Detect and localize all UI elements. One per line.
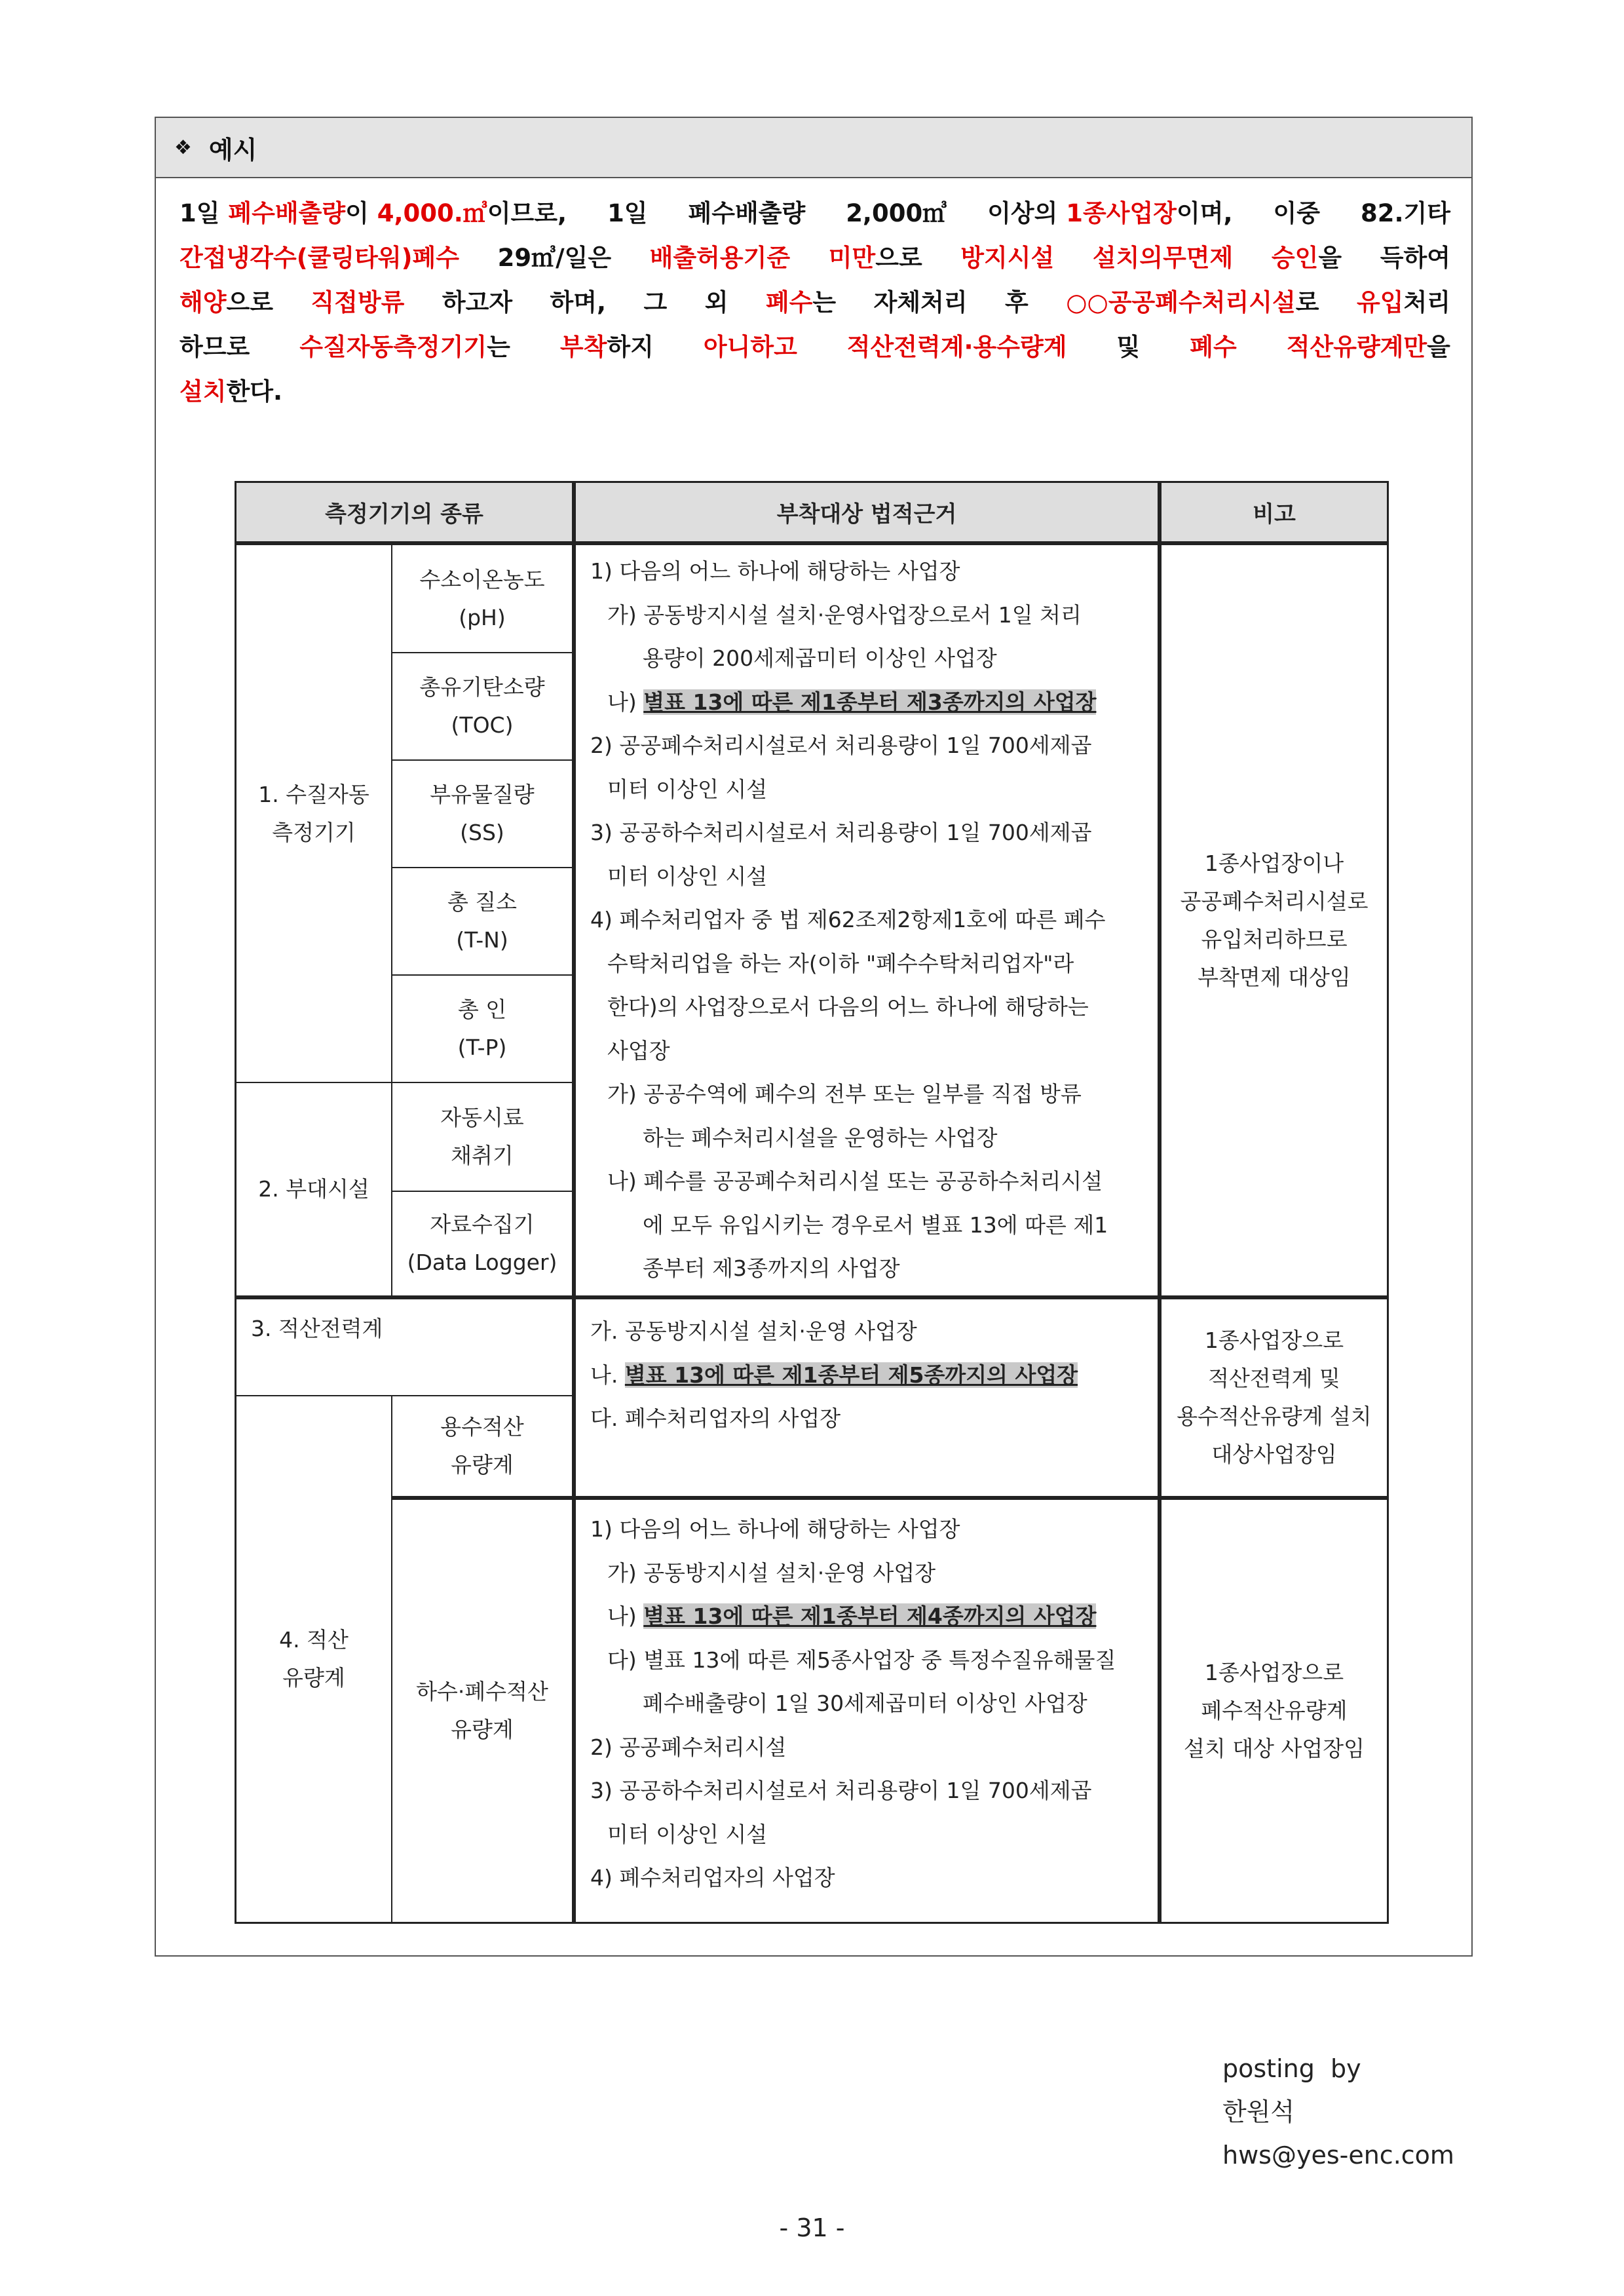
text-segment: 을 <box>1318 244 1342 272</box>
col-divider-1 <box>572 483 576 1922</box>
basis-text: 다) 별표 13에 따른 제5종사업장 중 특정수질유해물질 <box>607 1647 1116 1673</box>
text-segment: 는 <box>487 333 510 361</box>
header-device-type: 측정기기의 종류 <box>236 483 572 541</box>
highlighted-term: 폐수 <box>1190 333 1237 361</box>
paragraph-word <box>607 191 648 236</box>
basis-line <box>590 724 1154 768</box>
example-header <box>156 118 1471 178</box>
basis-text: 한다)의 사업장으로서 다음의 어느 하나에 해당하는 <box>607 994 1089 1020</box>
paragraph-word <box>987 191 1232 236</box>
paragraph-word <box>311 280 404 325</box>
highlighted-term: 아니하고 <box>703 333 797 361</box>
basis-text: 용량이 200세제곱미터 이상인 사업장 <box>643 645 997 671</box>
basis-text: 1) 다음의 어느 하나에 해당하는 사업장 <box>590 1516 960 1542</box>
item-sewage-flow-meter: 하수·폐수적산 유량계 <box>416 1679 548 1742</box>
basis-text: 가) 공공수역에 폐수의 전부 또는 일부를 직접 방류 <box>607 1081 1082 1107</box>
legal-basis-power <box>590 1310 1154 1441</box>
highlighted-term: 설치 <box>179 377 227 406</box>
highlighted-term: 부착 <box>559 333 607 361</box>
paragraph-word <box>1287 325 1450 370</box>
basis-line <box>590 1508 1154 1552</box>
author-name: 한원석 <box>1222 2097 1295 2126</box>
text-segment: 로 <box>1295 288 1319 316</box>
category-auxiliary: 2. 부대시설 <box>258 1176 369 1202</box>
item-toc: 총유기탄소량 (TOC) <box>419 674 545 738</box>
item-tn: 총 질소 (T-N) <box>447 889 518 953</box>
paragraph-word <box>498 236 612 280</box>
text-segment: 하므로 <box>179 333 250 361</box>
basis-highlight: 별표 13에 따른 제1종부터 제5종까지의 사업장 <box>624 1362 1078 1388</box>
highlighted-term: 설치의무면제 <box>1092 244 1234 272</box>
paragraph-line <box>179 280 1450 325</box>
highlighted-term: 4,000.㎥ <box>377 199 487 227</box>
paragraph-word <box>1005 280 1029 325</box>
basis-line <box>590 1117 1154 1160</box>
text-segment: 는 <box>812 288 837 316</box>
item-data-logger: 자료수집기 (Data Logger) <box>407 1212 557 1275</box>
text-segment: 하고자 <box>442 288 513 316</box>
basis-line <box>590 1856 1154 1900</box>
basis-line <box>590 1595 1154 1639</box>
text-segment: 한다. <box>226 377 283 406</box>
basis-text: 나) <box>607 1603 644 1629</box>
text-segment: 82.기타 <box>1360 199 1450 227</box>
paragraph-word <box>1357 280 1450 325</box>
basis-line <box>590 1726 1154 1770</box>
paragraph-word <box>560 325 654 370</box>
highlighted-term: 폐수 <box>765 288 813 316</box>
highlighted-term: 승인 <box>1271 244 1319 272</box>
basis-text: 다. 폐수처리업자의 사업장 <box>590 1406 841 1431</box>
paragraph-word <box>1272 236 1342 280</box>
paragraph-word <box>874 280 968 325</box>
basis-text: 미터 이상인 시설 <box>607 1821 768 1847</box>
basis-line <box>590 898 1154 942</box>
basis-line <box>590 768 1154 812</box>
basis-line <box>590 1813 1154 1857</box>
text-segment: 처리 <box>1403 288 1450 316</box>
paragraph-word <box>644 280 668 325</box>
basis-text: 나) <box>607 689 644 715</box>
paragraph-word <box>1380 236 1450 280</box>
basis-line <box>590 811 1154 855</box>
text-segment: 1일 <box>607 199 648 227</box>
highlighted-term: 적산전력계·용수량계 <box>846 333 1067 361</box>
basis-text: 사업장 <box>607 1037 670 1063</box>
basis-highlight: 별표 13에 따른 제1종부터 제3종까지의 사업장 <box>643 689 1097 715</box>
paragraph-word <box>689 191 806 236</box>
paragraph-line <box>179 325 1450 370</box>
item-water-flow-meter: 용수적산 유량계 <box>440 1414 524 1478</box>
text-segment: 득하여 <box>1380 244 1450 272</box>
paragraph-word <box>179 280 273 325</box>
text-segment: 하며, <box>550 288 607 316</box>
text-segment: 이며, <box>1177 199 1233 227</box>
paragraph-word <box>1117 325 1141 370</box>
highlighted-term: 폐수배출량 <box>228 199 346 227</box>
paragraph-word <box>1274 191 1320 236</box>
measurement-device-table <box>235 481 1389 1924</box>
author-email[interactable]: hws@yes-enc.com <box>1222 2141 1454 2170</box>
highlighted-term: 수질자동측정기기 <box>299 333 487 361</box>
text-segment: 으로 <box>226 288 273 316</box>
note-water-exempt: 1종사업장이나 공공폐수처리시설로 유입처리하므로 부착면제 대상임 <box>1180 850 1369 990</box>
basis-line <box>590 985 1154 1029</box>
paragraph-line <box>179 370 1450 414</box>
basis-text: 하는 폐수처리시설을 운영하는 사업장 <box>643 1124 998 1151</box>
basis-text: 가) 공동방지시설 설치·운영사업장으로서 1일 처리 <box>607 602 1082 628</box>
basis-text: 2) 공공폐수처리시설 <box>590 1734 787 1760</box>
basis-line <box>590 1769 1154 1813</box>
paragraph-line <box>179 236 1450 280</box>
basis-highlight: 별표 13에 따른 제1종부터 제4종까지의 사업장 <box>643 1603 1097 1629</box>
paragraph-word <box>1190 325 1236 370</box>
header-note: 비고 <box>1161 483 1387 541</box>
basis-line <box>590 942 1154 986</box>
text-segment: 1일 <box>179 199 229 227</box>
text-segment: 이중 <box>1273 199 1320 227</box>
paragraph-word <box>960 236 1054 280</box>
basis-text: 미터 이상인 시설 <box>607 863 768 889</box>
basis-line <box>590 1310 1154 1354</box>
text-segment: 을 <box>1427 333 1450 361</box>
basis-line <box>590 1682 1154 1726</box>
highlighted-term: 방지시설 <box>960 244 1055 272</box>
text-segment: 그 <box>643 288 668 316</box>
text-segment: 폐수배출량 <box>688 199 806 227</box>
paragraph-word <box>650 236 790 280</box>
basis-text: 4) 폐수처리업자 중 법 제62조제2항제1호에 따른 폐수 <box>590 907 1106 932</box>
text-segment: 외 <box>704 288 728 316</box>
highlighted-term: 적산유량계만 <box>1286 333 1427 361</box>
basis-line <box>590 1204 1154 1248</box>
page-number: - 31 - <box>779 2213 845 2242</box>
paragraph-word <box>847 325 1067 370</box>
highlighted-term: ○○공공폐수처리시설 <box>1066 288 1296 316</box>
basis-line <box>590 637 1154 681</box>
basis-line <box>590 1073 1154 1117</box>
example-paragraph <box>179 191 1450 414</box>
text-segment: 으로 <box>875 244 922 272</box>
category-power-meter: 3. 적산전력계 <box>251 1316 383 1341</box>
legal-basis-water <box>590 550 1154 1291</box>
note-power-required: 1종사업장으로 적산전력계 및 용수적산유량계 설치 대상사업장임 <box>1177 1328 1372 1467</box>
item-sampler: 자동시료 채취기 <box>440 1105 524 1168</box>
basis-text: 폐수배출량이 1일 30세제곱미터 이상인 사업장 <box>643 1691 1087 1716</box>
basis-line <box>590 1354 1154 1398</box>
paragraph-word <box>299 325 510 370</box>
text-segment: 하지 <box>607 333 654 361</box>
basis-text: 나. <box>590 1362 625 1388</box>
basis-text: 가) 공동방지시설 설치·운영 사업장 <box>607 1559 936 1586</box>
basis-line <box>590 1160 1154 1204</box>
text-segment: 2,000㎥ <box>846 199 947 227</box>
paragraph-word <box>846 191 947 236</box>
highlighted-term: 1종사업장 <box>1066 199 1177 227</box>
diamond-bullet-icon: ❖ <box>174 136 192 159</box>
basis-text: 3) 공공하수처리시설로서 처리용량이 1일 700세제곱 <box>590 1778 1092 1803</box>
paragraph-line <box>179 191 1450 236</box>
highlighted-term: 미만 <box>828 244 876 272</box>
basis-line <box>590 1029 1154 1073</box>
basis-line <box>590 550 1154 594</box>
paragraph-word <box>705 280 728 325</box>
paragraph-word <box>1066 280 1319 325</box>
paragraph-word <box>179 370 282 414</box>
basis-text: 에 모두 유입시키는 경우로서 별표 13에 따른 제1 <box>643 1212 1108 1238</box>
paragraph-word <box>550 280 607 325</box>
basis-line <box>590 855 1154 899</box>
basis-text: 미터 이상인 시설 <box>607 776 768 802</box>
paragraph-word <box>179 236 459 280</box>
highlighted-term: 직접방류 <box>311 288 405 316</box>
item-ss: 부유물질량 (SS) <box>430 782 535 845</box>
text-segment: 이므로, <box>487 199 567 227</box>
text-segment: 29㎥/일은 <box>497 244 612 272</box>
paragraph-word <box>179 191 567 236</box>
basis-text: 종부터 제3종까지의 사업장 <box>643 1255 900 1281</box>
highlighted-term: 해양 <box>179 288 227 316</box>
header-legal-basis: 부착대상 법적근거 <box>576 483 1158 541</box>
category-water-auto-meter: 1. 수질자동 측정기기 <box>258 781 369 845</box>
basis-text: 나) 폐수를 공공폐수처리시설 또는 공공하수처리시설 <box>607 1168 1103 1194</box>
paragraph-word <box>1093 236 1233 280</box>
paragraph-word <box>766 280 836 325</box>
basis-text: 수탁처리업을 하는 자(이하 "폐수수탁처리업자"라 <box>607 950 1074 976</box>
text-segment: 이상의 <box>987 199 1067 227</box>
text-segment: 및 <box>1116 333 1141 361</box>
highlighted-term: 배출허용기준 <box>649 244 791 272</box>
basis-line <box>590 1639 1154 1683</box>
text-segment: 자체처리 <box>873 288 968 316</box>
item-tp: 총 인 (T-P) <box>457 997 507 1060</box>
highlighted-term: 간접냉각수(쿨링타워)폐수 <box>179 244 459 272</box>
posting-by: posting by <box>1222 2054 1361 2083</box>
basis-line <box>590 1397 1154 1441</box>
highlighted-term: 유입 <box>1356 288 1404 316</box>
basis-line <box>590 1552 1154 1596</box>
posting-credit <box>1222 2047 1454 2177</box>
basis-line <box>590 1247 1154 1291</box>
basis-line <box>590 681 1154 725</box>
paragraph-word <box>442 280 512 325</box>
paragraph-word <box>704 325 797 370</box>
basis-text: 2) 공공폐수처리시설로서 처리용량이 1일 700세제곱 <box>590 733 1092 758</box>
text-segment: 후 <box>1005 288 1029 316</box>
note-flow-required: 1종사업장으로 폐수적산유량계 설치 대상 사업장임 <box>1183 1660 1365 1761</box>
legal-basis-flow <box>590 1508 1154 1900</box>
paragraph-word <box>1361 191 1450 236</box>
basis-text: 4) 폐수처리업자의 사업장 <box>590 1865 835 1890</box>
paragraph-word <box>179 325 250 370</box>
basis-text: 3) 공공하수처리시설로서 처리용량이 1일 700세제곱 <box>590 820 1092 845</box>
paragraph-word <box>829 236 922 280</box>
basis-line <box>590 594 1154 638</box>
basis-text: 1) 다음의 어느 하나에 해당하는 사업장 <box>590 558 960 584</box>
item-ph: 수소이온농도 (pH) <box>419 566 545 630</box>
text-segment: 이 <box>345 199 377 227</box>
example-title: 예시 <box>208 135 257 164</box>
basis-text: 가. 공동방지시설 설치·운영 사업장 <box>590 1318 917 1344</box>
category-flow-meter: 4. 적산 유량계 <box>279 1627 349 1691</box>
